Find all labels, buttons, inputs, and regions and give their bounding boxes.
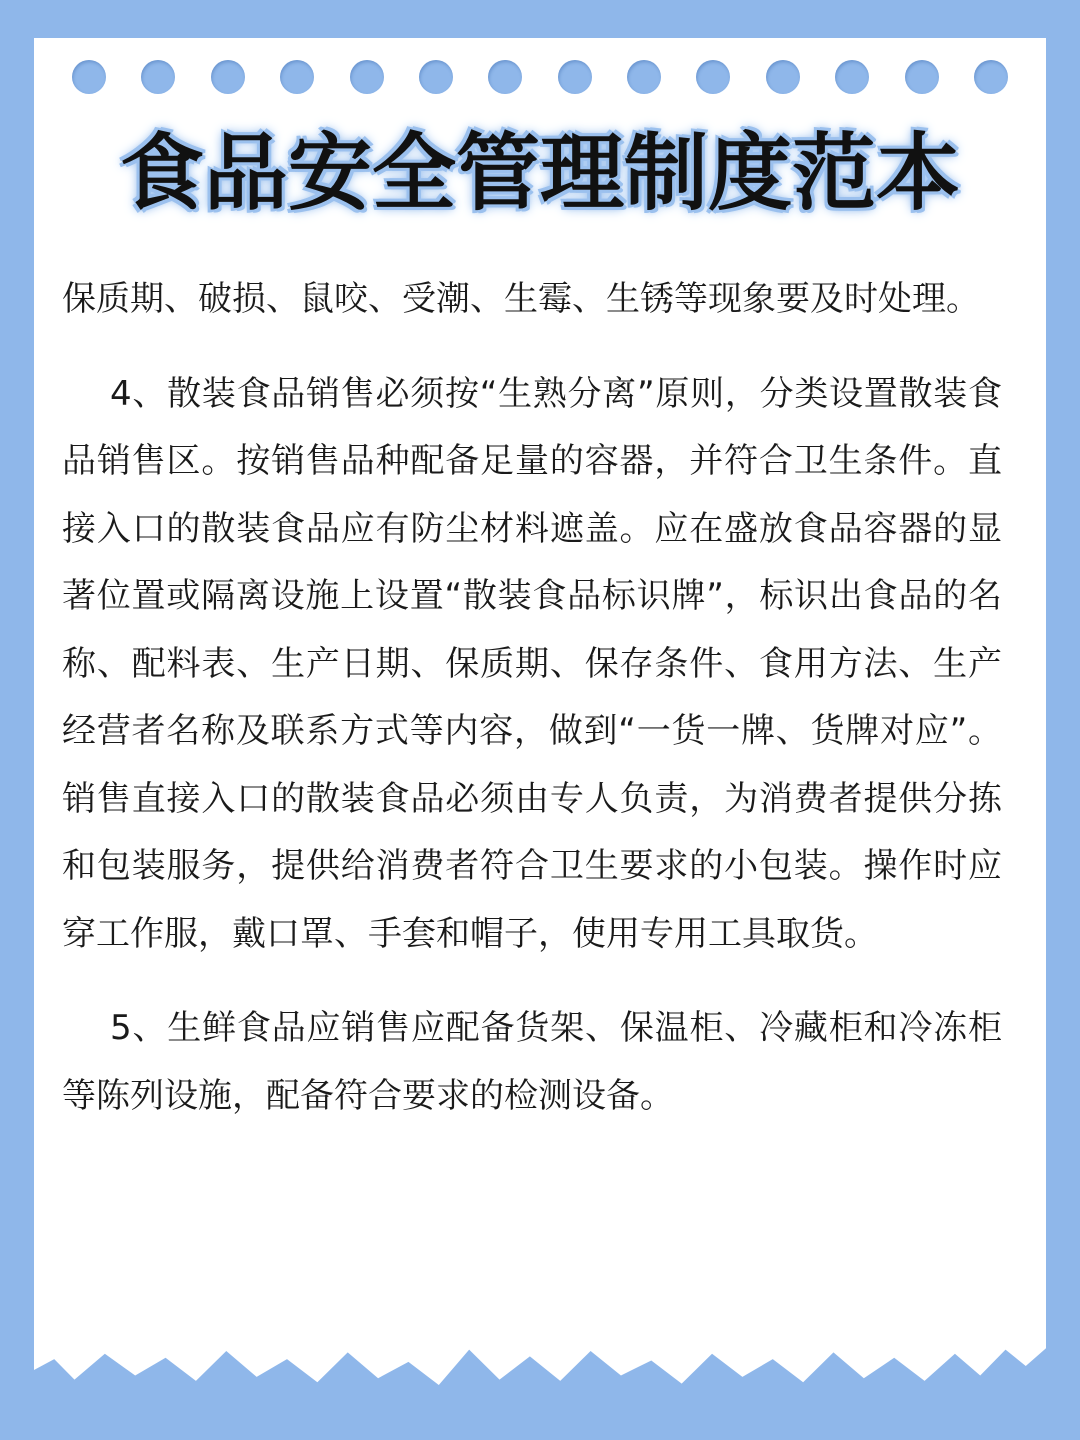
binder-hole xyxy=(211,60,245,94)
binder-hole xyxy=(350,60,384,94)
binder-hole xyxy=(419,60,453,94)
binder-hole xyxy=(766,60,800,94)
binder-hole xyxy=(558,60,592,94)
document-body xyxy=(62,266,1002,1157)
binder-hole xyxy=(141,60,175,94)
binder-holes xyxy=(72,60,1008,96)
binder-hole xyxy=(488,60,522,94)
binder-hole xyxy=(280,60,314,94)
binder-hole xyxy=(72,60,106,94)
binder-hole xyxy=(627,60,661,94)
binder-hole xyxy=(696,60,730,94)
paragraph-item-5: 5、生鲜食品应销售应配备货架、保温柜、冷藏柜和冷冻柜等陈列设施，配备符合要求的检测设备。 xyxy=(62,1008,1002,1116)
paragraph-continuation: 保质期、破损、鼠咬、受潮、生霉、生锈等现象要及时处理。 xyxy=(62,279,980,319)
binder-hole xyxy=(835,60,869,94)
page-title: 食品安全管理制度范本 xyxy=(119,124,960,222)
paragraph-item-4: 4、散装食品销售必须按“生熟分离”原则，分类设置散装食品销售区。按销售品种配备足量的容器，并符合卫生条件。直接入口的散装食品应有防尘材料遮盖。应在盛放食品容器的显著位置或隔离设施上设置“散装食品标识牌”，标识出食品的名称、配料表、生产日期、保质期、保存条件、食用方法、生产经营者名称及联系方式等内容，做到“一货一牌、货牌对应”。销售直接入口的散装食品必须由专人负责，为消费者提供分拣和包装服务，提供给消费者符合卫生要求的小包装。操作时应穿工作服，戴口罩、手套和帽子，使用专用工具取货。 xyxy=(62,373,1002,954)
binder-hole xyxy=(905,60,939,94)
binder-hole xyxy=(974,60,1008,94)
